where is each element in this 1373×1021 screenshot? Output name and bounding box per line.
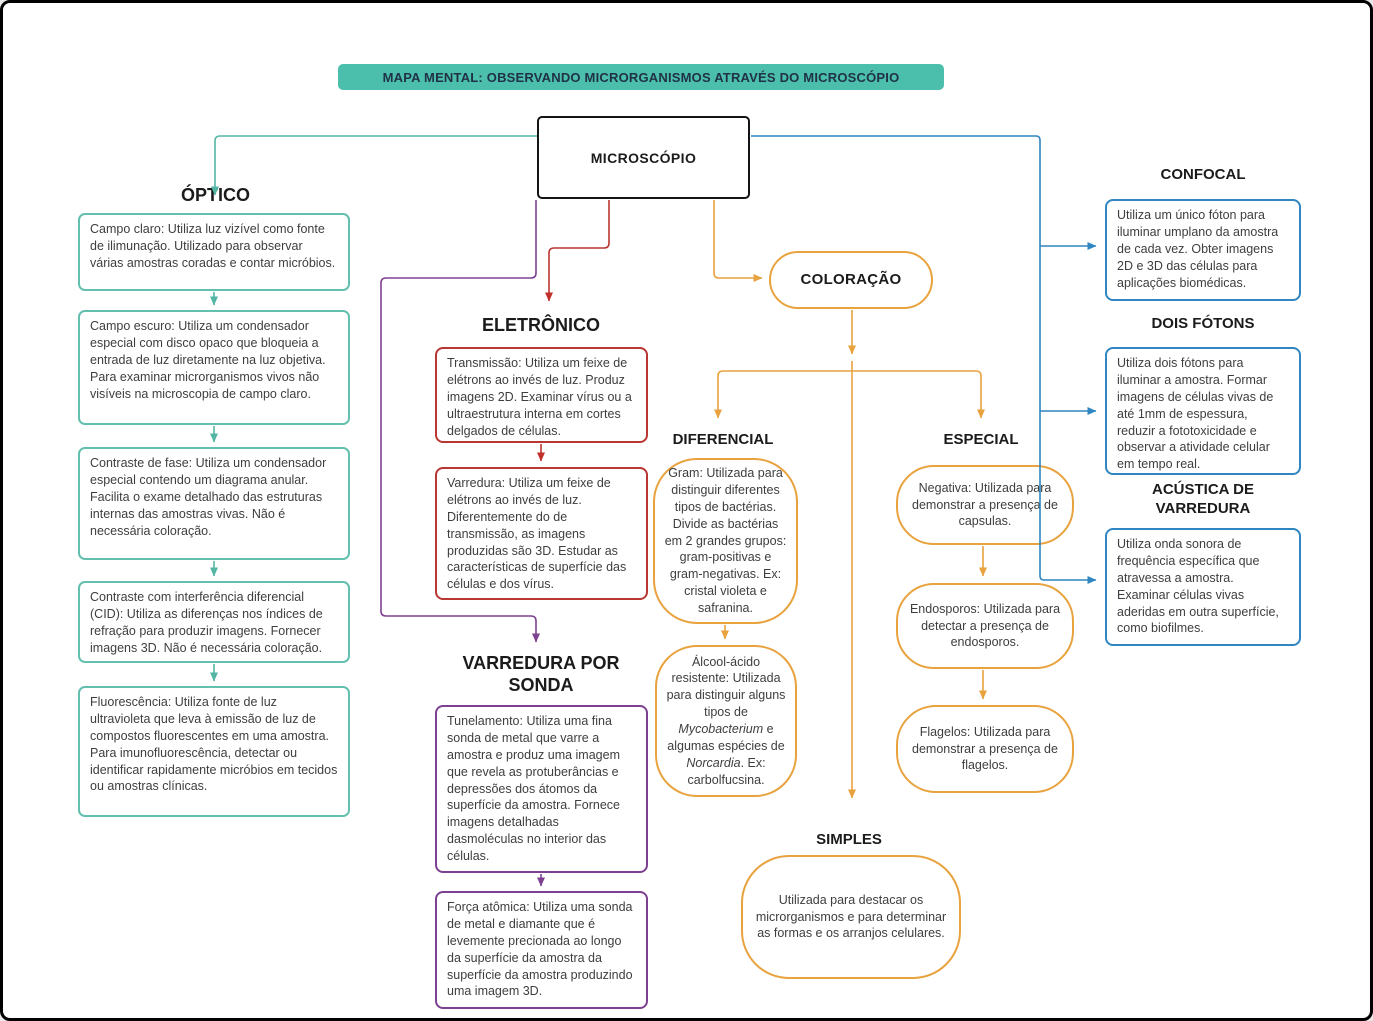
simples-node: Utilizada para destacar os microrganismos e para determinar as formas e os arranjos celulares. xyxy=(741,855,961,979)
alcool-acido-text: Álcool-ácido resistente: Utilizada para distinguir alguns tipos de Mycobacterium e algumas espécies de Norcardia. Ex: carbolfucsina. xyxy=(666,654,786,787)
negativa-node: Negativa: Utilizada para demonstrar a presença de capsulas. xyxy=(896,465,1074,545)
varredura-box: Varredura: Utiliza um feixe de elétrons ao invés de luz. Diferentemente do de transmissão, as imagens produzidas são 3D. Estudar as características de superfície das células e dos vírus. xyxy=(435,467,648,600)
transmissao-box: Transmissão: Utiliza um feixe de elétrons ao invés de luz. Produz imagens 2D. Examinar vírus ou a ultraestrutura interna em cortes delgados de células. xyxy=(435,347,648,443)
title-banner: MAPA MENTAL: OBSERVANDO MICRORGANISMOS ATRAVÉS DO MICROSCÓPIO xyxy=(338,64,944,90)
flagelos-node: Flagelos: Utilizada para demonstrar a presença de flagelos. xyxy=(896,705,1074,793)
mycobacterium-italic: Mycobacterium xyxy=(678,722,764,736)
acustica-de-varredura-box: Utiliza onda sonora de frequência específica que atravessa a amostra. Examinar células vivas aderidas em outra superfície, como biofilmes. xyxy=(1105,528,1301,646)
forca-atomica-box: Força atômica: Utiliza uma sonda de metal e diamante que é levemente precionada ao longo da superfície da amostra da superfície da amostra produzindo uma imagem 3D. xyxy=(435,891,648,1009)
varredura-por-sonda-heading: VARREDURA POR SONDA xyxy=(462,653,620,695)
contraste-cid-box: Contraste com interferência diferencial (CID): Utiliza as diferenças nos índices de refração para produzir imagens. Fornecer imagens 3D. Não é necessária coloração. xyxy=(78,581,350,663)
eletronico-heading: ELETRÔNICO xyxy=(481,315,600,335)
simples-heading: SIMPLES xyxy=(816,831,882,848)
contraste-de-fase-box: Contraste de fase: Utiliza um condensador especial contendo um diagrama anular. Facilita o exame detalhado das estruturas internas das amostras vivas. Não é necessária coloração. xyxy=(78,447,350,560)
dois-fotons-box: Utiliza dois fótons para iluminar a amostra. Formar imagens de células vivas de até 1mm de espessura, reduzir a fototoxicidade e observar a atividade celular em tempo real. xyxy=(1105,347,1301,475)
gram-text: Gram: Utilizada para distinguir diferentes tipos de bactérias. Divide as bactérias em 2 grandes grupos: gram-positivas e gram-negativas. Ex: cristal violeta e safranina. xyxy=(664,466,787,616)
campo-claro-box: Campo claro: Utiliza luz vizível como fonte de ilimunação. Utilizado para observar várias amostras coradas e contar micróbios. xyxy=(78,213,350,291)
microscopio-node: MICROSCÓPIO xyxy=(537,116,750,199)
fluorescencia-box: Fluorescência: Utiliza fonte de luz ultravioleta que leva à emissão de luz de compostos fluorescentes em uma amostra. Para imunofluorescência, detectar ou identificar rapidamente micróbios em tecidos ou amostras clínicas. xyxy=(78,686,350,817)
especial-heading: ESPECIAL xyxy=(943,431,1019,448)
diferencial-heading: DIFERENCIAL xyxy=(672,431,774,448)
acustica-de-varredura-heading: ACÚSTICA DE VARREDURA xyxy=(1152,481,1254,517)
campo-escuro-box: Campo escuro: Utiliza um condensador especial com disco opaco que bloqueia a entrada de luz diretamente na luz objetiva. Para examinar microrganismos vivos não visíveis na microscopia de campo claro. xyxy=(78,310,350,425)
coloracao-node: COLORAÇÃO xyxy=(769,251,933,309)
alcool-acido-node xyxy=(655,645,797,797)
confocal-box: Utiliza um único fóton para iluminar umplano da amostra de cada vez. Obter imagens 2D e 3D das células para aplicações biomédicas. xyxy=(1105,199,1301,301)
norcardia-italic: Norcardia xyxy=(686,755,741,770)
tunelamento-box: Tunelamento: Utiliza uma fina sonda de metal que varre a amostra e produz uma imagem que revela as protuberâncias e depressões dos átomos da superfície da amostra. Fornece imagens detalhadas dasmoléculas no interior das células. xyxy=(435,705,648,873)
endosporos-node: Endosporos: Utilizada para detectar a presença de endosporos. xyxy=(896,583,1074,669)
gram-node xyxy=(653,458,798,624)
confocal-heading: CONFOCAL xyxy=(1160,166,1246,183)
dois-fotons-heading: DOIS FÓTONS xyxy=(1151,315,1255,332)
optico-heading: ÓPTICO xyxy=(180,185,250,205)
